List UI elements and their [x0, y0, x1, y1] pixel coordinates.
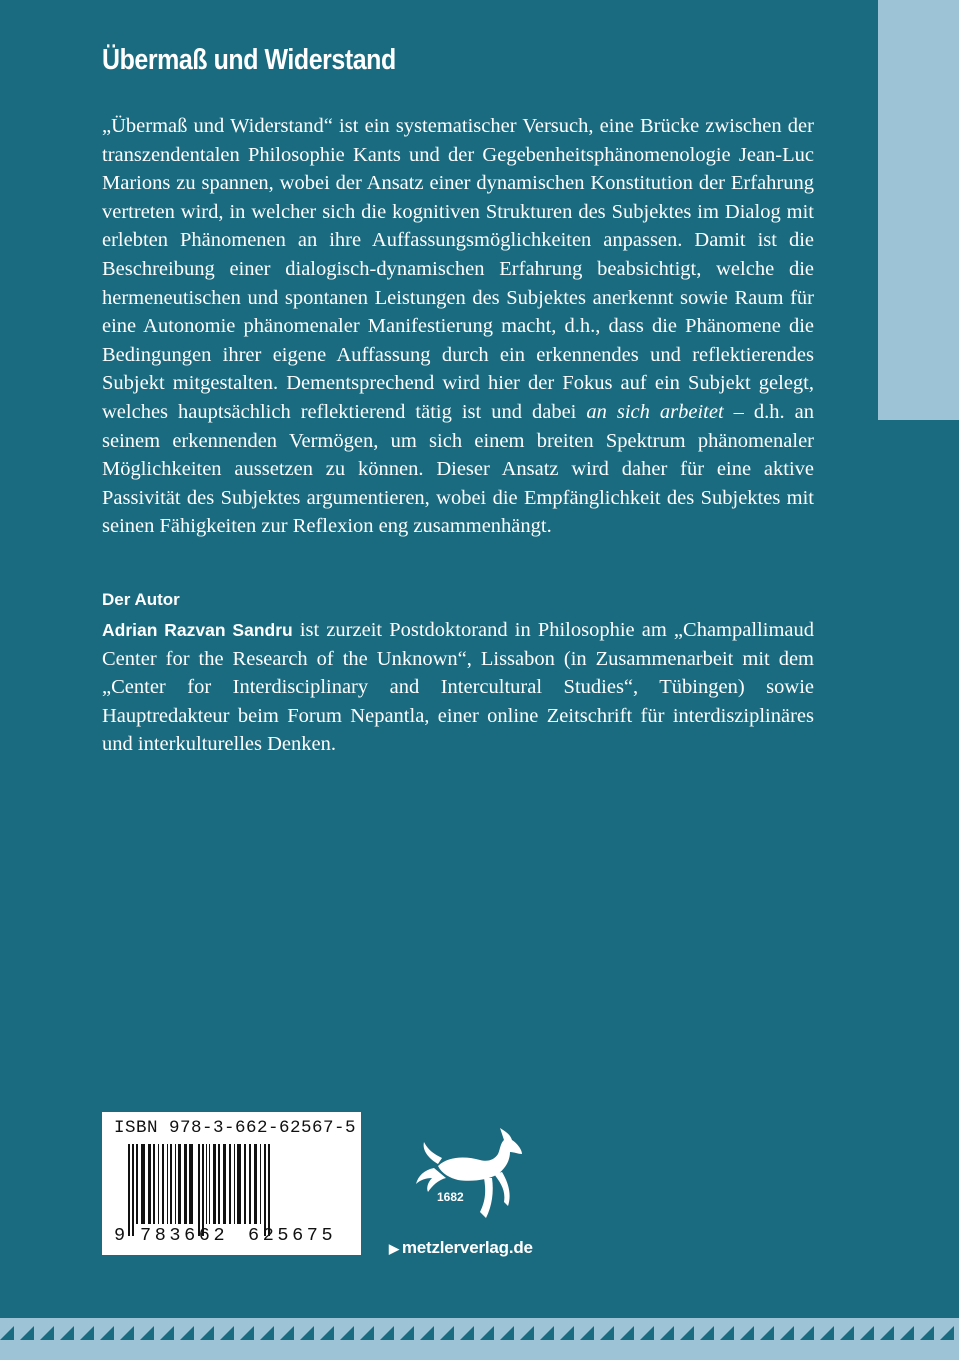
barcode-bar	[128, 1144, 130, 1236]
ean-right-group: 625675	[248, 1225, 337, 1246]
barcode-bar	[132, 1144, 134, 1236]
author-bio	[102, 616, 814, 759]
barcode-bar	[223, 1144, 226, 1224]
barcode-bar	[184, 1144, 187, 1224]
horse-icon	[414, 1120, 526, 1224]
barcode-bar	[198, 1144, 200, 1236]
barcode-bar	[260, 1144, 261, 1224]
barcode-bar	[234, 1144, 235, 1224]
barcode-bar	[206, 1144, 207, 1224]
barcode-bar	[167, 1144, 168, 1224]
barcode-bar	[170, 1144, 172, 1224]
publisher-website[interactable]	[389, 1238, 533, 1258]
barcode-bar	[175, 1144, 176, 1224]
barcode-bar	[213, 1144, 216, 1224]
author-heading: Der Autor	[102, 590, 180, 609]
website-label: metzlerverlag.de	[401, 1238, 533, 1257]
author-name: Adrian Razvan Sandru	[102, 620, 293, 640]
description-text-continued: – d.h. an seinem erkennenden Vermögen, um sich einem breiten Spektrum phänomenaler Möglichkeiten aussetzen zu können. Dieser Ansatz wird daher für eine aktive Passivität des Subjektes argumentieren, wobei die Empfänglichkeit des Subjektes mit seinen Fähigkeiten zur Reflexion eng zusammenhängt.	[102, 400, 814, 538]
barcode-bar	[244, 1144, 246, 1224]
barcode-bar	[209, 1144, 210, 1224]
ean-left-group: 783662	[140, 1225, 229, 1246]
isbn-label: ISBN 978-3-662-62567-5	[114, 1118, 357, 1138]
barcode-bar	[254, 1144, 257, 1224]
isbn-barcode-box	[102, 1112, 361, 1255]
decorative-border	[0, 1318, 959, 1360]
book-description	[102, 112, 814, 541]
barcode-bar	[148, 1144, 151, 1224]
barcode-bar	[136, 1144, 138, 1224]
barcode-bar	[202, 1144, 204, 1236]
description-text: „Übermaß und Widerstand“ ist ein systematischer Versuch, eine Brücke zwischen der transzendentalen Philosophie Kants und der Gegebenheitsphänomenologie Jean-Luc Marions zu spannen, wobei der Ansatz einer dynamischen Konstitution der Erfahrung vertreten wird, in welcher sich die kognitiven Strukturen des Subjektes im Dialog mit erlebten Phänomenen an ihre Auffassungsmöglichkeiten anpassen. Damit ist die Beschreibung einer dialogisch-dynamischen Erfahrung beabsichtigt, welche die hermeneutischen und spontanen Leistungen des Subjektes anerkennt sowie Raum für eine Autonomie phänomenaler Manifestierung macht, d.h., dass die Phänomene die Bedingungen ihrer eigene Auffassung durch ein erkennendes und reflektierendes Subjekt mitgestalten. Dementsprechend wird hier der Fokus auf ein Subjekt gelegt, welches hauptsächlich reflektierend tätig ist und dabei	[102, 115, 814, 423]
barcode-bar	[218, 1144, 220, 1224]
barcode	[112, 1144, 356, 1236]
barcode-bar	[141, 1144, 145, 1224]
author-bio-text: ist zurzeit Postdoktorand in Philosophie am „Champallimaud Center for the Research of the Unknown“, Lissabon (in Zusammenarbeit mit dem „Center for Interdisciplinary and Intercultural Studies“, Tübingen) sowie Hauptredakteur beim Forum Nepantla, einer online Zeitschrift für interdisziplinäres und interkulturelles Denken.	[102, 619, 814, 756]
accent-tab	[878, 0, 959, 420]
barcode-bar	[264, 1144, 266, 1236]
barcode-bar	[237, 1144, 241, 1224]
barcode-bar	[268, 1144, 270, 1236]
barcode-bar	[153, 1144, 155, 1224]
book-title: Übermaß und Widerstand	[102, 44, 396, 76]
barcode-bar	[158, 1144, 159, 1224]
barcode-bar	[162, 1144, 164, 1224]
ean-first-digit: 9	[114, 1225, 126, 1246]
description-emphasis: an sich arbeitet	[586, 400, 724, 423]
barcode-bar	[178, 1144, 181, 1224]
arrow-right-icon: ▶	[389, 1241, 399, 1256]
barcode-bar	[249, 1144, 251, 1224]
publisher-year: 1682	[437, 1190, 464, 1204]
barcode-bar	[229, 1144, 231, 1224]
barcode-bar	[189, 1144, 193, 1224]
